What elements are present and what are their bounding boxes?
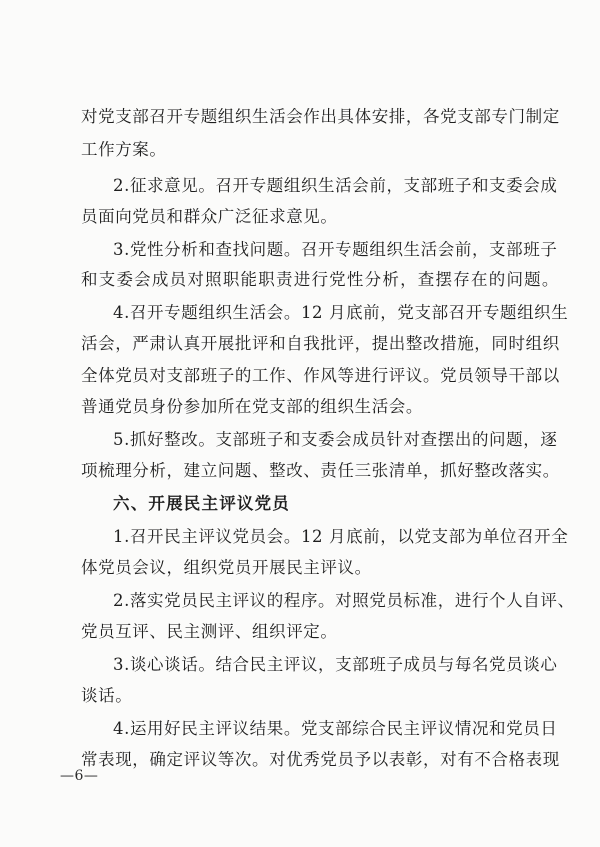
paragraph-line: 和支委会成员对照职能职责进行党性分析，查摆存在的问题。 [81, 270, 559, 289]
paragraph-line: 全体党员对支部班子的工作、作风等进行评议。党员领导干部以 [81, 366, 560, 385]
paragraph-line: 2.落实党员民主评议的程序。对照党员标准，进行个人自评、 [113, 591, 575, 610]
paragraph-line: 体党员会议，组织党员开展民主评议。 [81, 558, 372, 577]
paragraph-line: 员面向党员和群众广泛征求意见。 [81, 207, 338, 226]
paragraph-line: 普通党员身份参加所在党支部的组织生活会。 [81, 397, 423, 416]
paragraph-line: 常表现，确定评议等次。对优秀党员予以表彰，对有不合格表现 [81, 750, 560, 769]
paragraph-line: 活会，严肃认真开展批评和自我批评，提出整改措施，同时组织 [81, 334, 560, 353]
paragraph-line: 3.党性分析和查找问题。召开专题组织生活会前，支部班子 [113, 240, 558, 259]
page-number: —6— [60, 768, 99, 784]
paragraph-line: 4.召开专题组织生活会。12 月底前，党支部召开专题组织生 [113, 303, 569, 322]
paragraph-line: 谈话。 [81, 686, 133, 705]
section-heading: 六、开展民主评议党员 [113, 494, 290, 513]
paragraph-line: 工作方案。 [81, 140, 167, 159]
paragraph-line: 2.征求意见。召开专题组织生活会前，支部班子和支委会成 [113, 176, 558, 195]
paragraph-line: 项梳理分析，建立问题、整改、责任三张清单，抓好整改落实。 [81, 461, 560, 480]
paragraph-line: 党员互评、民主测评、组织评定。 [81, 622, 338, 641]
paragraph-line: 对党支部召开专题组织生活会作出具体安排，各党支部专门制定 [81, 107, 560, 126]
paragraph-line: 3.谈心谈话。结合民主评议，支部班子成员与每名党员谈心 [113, 655, 558, 674]
paragraph-line: 5.抓好整改。支部班子和支委会成员针对查摆出的问题，逐 [113, 430, 558, 449]
paragraph-line: 1.召开民主评议党员会。12 月底前，以党支部为单位召开全 [113, 527, 569, 546]
paragraph-line: 4.运用好民主评议结果。党支部综合民主评议情况和党员日 [113, 719, 558, 738]
